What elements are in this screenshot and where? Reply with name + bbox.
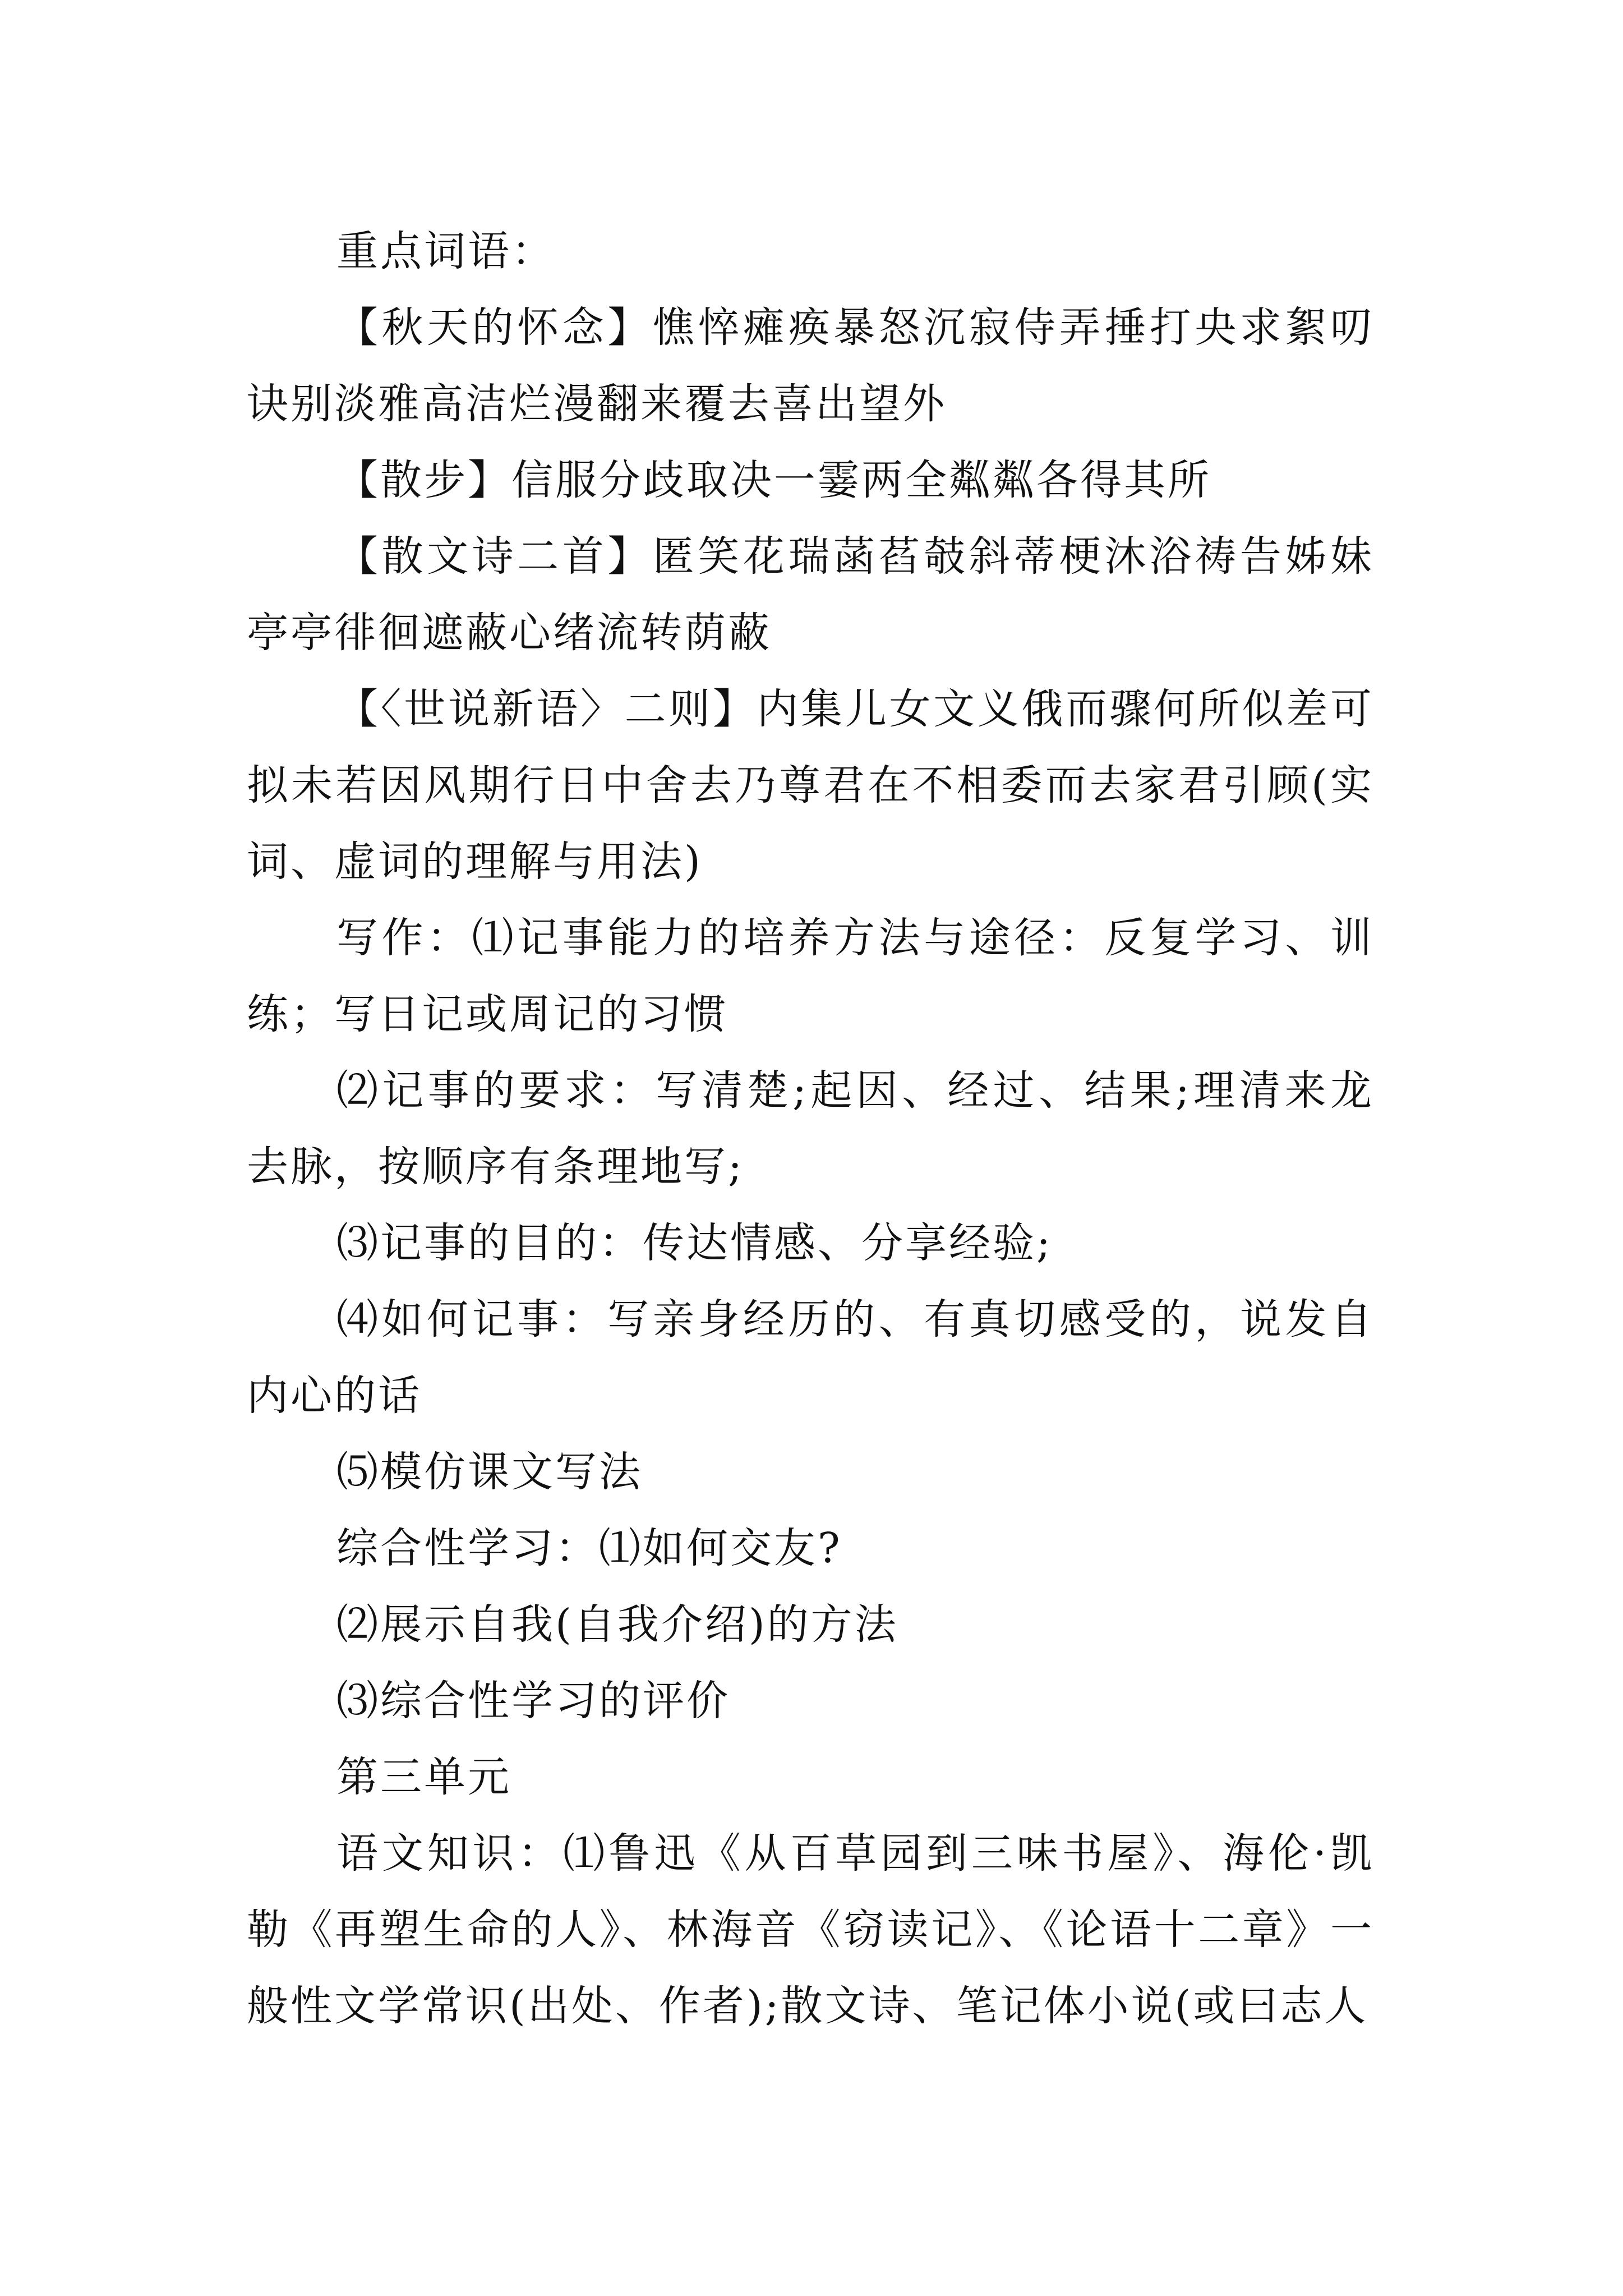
paragraph-prose-poems-words: 【散文诗二首】匿笑花瑞菡萏攲斜蒂梗沐浴祷告姊妹亭亭徘徊遮蔽心绪流转荫蔽: [247, 532, 1374, 657]
section-heading-unit-three: 第三单元: [336, 1753, 511, 1801]
document-body: [247, 213, 1374, 2044]
paragraph-literature-knowledge: 语文知识：⑴鲁迅《从百草园到三味书屋》、海伦·凯勒《再塑生命的人》、林海音《窃读记》、《论语十二章》一般性文学常识(出处、作者);散文诗、笔记体小说(或曰志人: [247, 1829, 1374, 2030]
paragraph-comprehensive-3: ⑶综合性学习的评价: [336, 1677, 730, 1725]
paragraph-key-words-heading: 重点词语：: [336, 227, 555, 275]
paragraph-walk-words: 【散步】信服分歧取决一霎两全粼粼各得其所: [336, 456, 1211, 504]
paragraph-autumn-memory-words: 【秋天的怀念】憔悴瘫痪暴怒沉寂侍弄捶打央求絮叨诀别淡雅高洁烂漫翻来覆去喜出望外: [247, 303, 1374, 428]
paragraph-comprehensive-1: 综合性学习：⑴如何交友?: [336, 1524, 842, 1572]
paragraph-writing-5: ⑸模仿课文写法: [336, 1448, 643, 1496]
paragraph-shishuo-xinyu-words: 【〈世说新语〉二则】内集儿女文义俄而骤何所似差可拟未若因风期行日中舍去乃尊君在不相委而去家君引顾(实词、虚词的理解与用法): [247, 685, 1374, 886]
paragraph-comprehensive-2: ⑵展示自我(自我介绍)的方法: [336, 1600, 898, 1649]
paragraph-writing-4: ⑷如何记事：写亲身经历的、有真切感受的，说发自内心的话: [247, 1295, 1374, 1420]
paragraph-writing-3: ⑶记事的目的：传达情感、分享经验;: [336, 1219, 1053, 1267]
paragraph-writing-1: 写作：⑴记事能力的培养方法与途径：反复学习、训练；写日记或周记的习惯: [247, 914, 1374, 1038]
paragraph-writing-2: ⑵记事的要求：写清楚;起因、经过、结果;理清来龙去脉，按顺序有条理地写;: [247, 1066, 1374, 1191]
